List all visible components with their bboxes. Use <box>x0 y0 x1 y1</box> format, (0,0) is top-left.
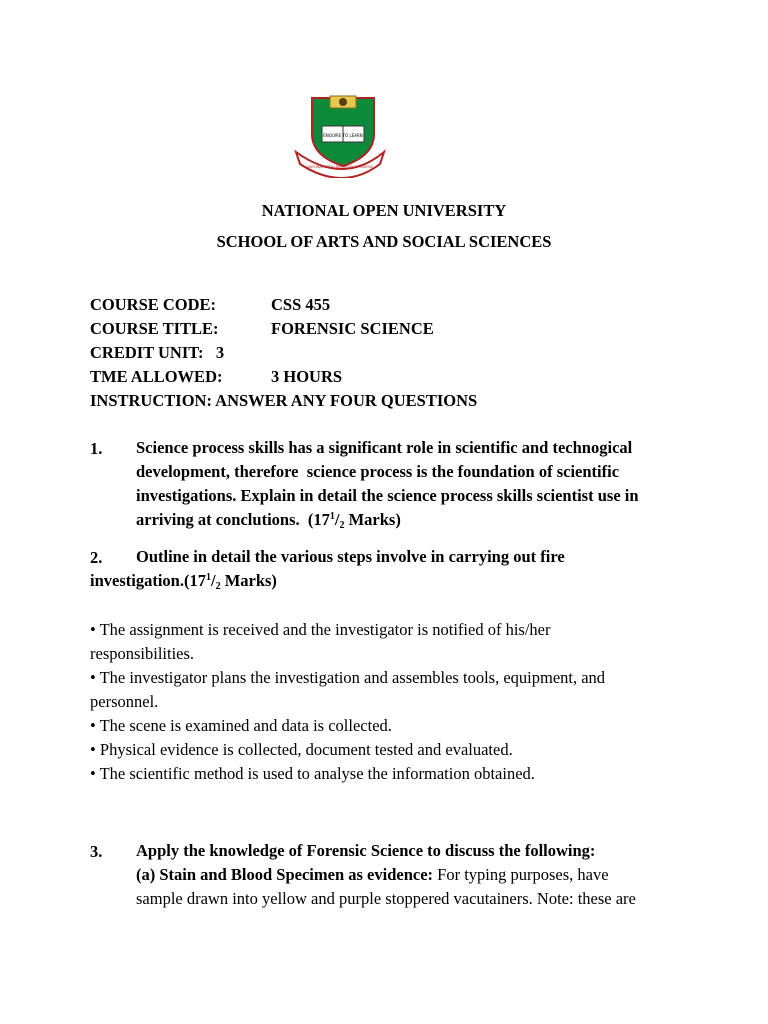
answer-line: • Physical evidence is collected, document tested and evaluated. <box>90 740 513 759</box>
q1-line <box>136 508 696 532</box>
q2-mark-end: Marks) <box>220 571 277 590</box>
q1-line: development, therefore science process is the foundation of scientific <box>136 462 620 481</box>
question-3a <box>136 863 696 887</box>
instruction: INSTRUCTION: ANSWER ANY FOUR QUESTIONS <box>90 391 478 410</box>
q3a-bold: (a) Stain and Blood Specimen as evidence: <box>136 865 434 884</box>
q1-mark-sep: / <box>334 510 340 529</box>
course-code-label: COURSE CODE: <box>90 295 217 314</box>
question-2-line2 <box>90 569 690 593</box>
q1-line: investigations. Explain in detail the science process skills scientist use in <box>136 486 639 505</box>
logo-motto: NATIONAL OPEN UNIVERSITY OF NIGERIA <box>307 165 373 169</box>
answer-line: • The investigator plans the investigation and assembles tools, equipment, and <box>90 668 606 687</box>
time-allowed-label: TME ALLOWED: <box>90 367 223 386</box>
logo-book-text: ENQUIRE TO LEARN <box>323 133 363 138</box>
course-code-value: CSS 455 <box>271 295 331 314</box>
answer-list <box>90 618 690 786</box>
answer-line: responsibilities. <box>90 644 195 663</box>
q1-last-line: arriving at conclutions. (17 <box>136 510 330 529</box>
time-allowed-value: 3 HOURS <box>271 367 343 386</box>
answer-line: • The assignment is received and the investigator is notified of his/her <box>90 620 551 639</box>
q1-line: Science process skills has a significant role in scientific and technogical <box>136 438 633 457</box>
q1-mark-sub: 2 <box>339 520 345 531</box>
question-1-text <box>136 436 696 532</box>
answer-line: • The scene is examined and data is collected. <box>90 716 392 735</box>
question-3a-line2: sample drawn into yellow and purple stoppered vacutainers. Note: these are <box>136 889 636 908</box>
course-title-label: COURSE TITLE: <box>90 319 219 338</box>
question-1-number: 1. <box>90 439 103 458</box>
question-2-line1: Outline in detail the various steps involve in carrying out fire <box>136 547 565 566</box>
course-title-value: FORENSIC SCIENCE <box>271 319 434 338</box>
university-logo <box>290 94 390 178</box>
answer-line: • The scientific method is used to analyse the information obtained. <box>90 764 535 783</box>
school-name: SCHOOL OF ARTS AND SOCIAL SCIENCES <box>216 232 552 251</box>
q2-mark-sup: 1 <box>205 572 211 583</box>
university-name: NATIONAL OPEN UNIVERSITY <box>261 201 507 220</box>
q2-line2-text: investigation.(17 <box>90 571 206 590</box>
question-3-heading: Apply the knowledge of Forensic Science to discuss the following: <box>136 841 596 860</box>
q3a-rest: For typing purposes, have <box>433 865 609 884</box>
credit-unit: CREDIT UNIT: 3 <box>90 343 225 362</box>
question-3-number: 3. <box>90 842 103 861</box>
q1-mark-end: Marks) <box>344 510 401 529</box>
q2-mark-sep: / <box>210 571 216 590</box>
answer-line: personnel. <box>90 692 159 711</box>
q1-mark-sup: 1 <box>329 511 335 522</box>
q2-mark-sub: 2 <box>215 581 221 592</box>
question-2-number: 2. <box>90 548 103 567</box>
